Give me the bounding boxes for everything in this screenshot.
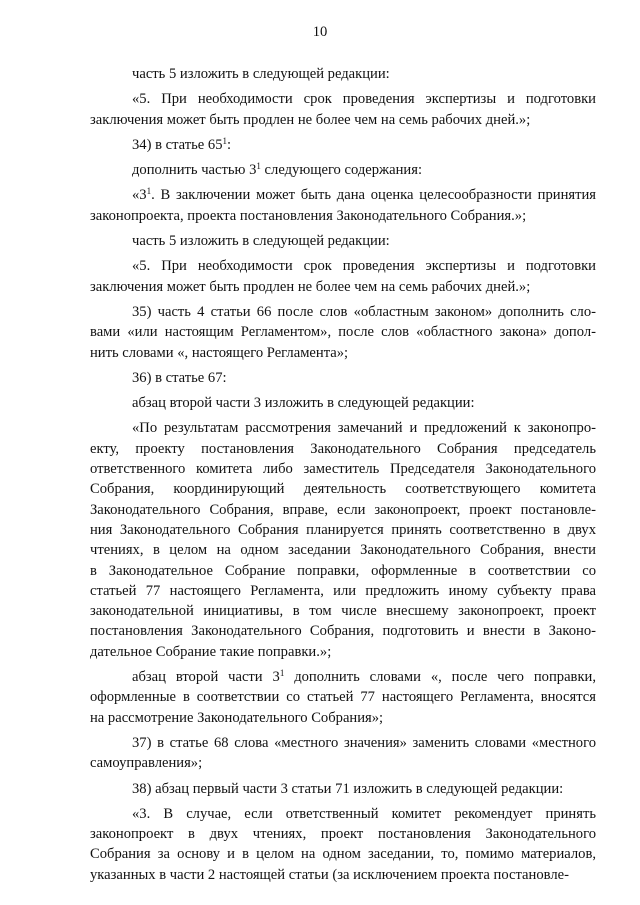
paragraph bbox=[90, 418, 596, 662]
line-text: «3. В случае, если ответственный комитет рекомендует принять bbox=[132, 805, 596, 822]
line-text: абзац второй части 3 bbox=[132, 669, 280, 686]
superscript: 1 bbox=[146, 186, 152, 197]
text-line bbox=[90, 206, 596, 226]
line-text: : bbox=[227, 136, 232, 153]
text-line bbox=[90, 804, 596, 824]
line-text: оформленные в соответствии со статьей 77 настоящего Регламента, вносятся bbox=[90, 689, 596, 706]
line-text: постановления Законодательного Собрания, подготовить и внести в Законо- bbox=[90, 623, 596, 640]
text-line bbox=[90, 601, 596, 621]
document-body bbox=[90, 64, 596, 890]
line-text: абзац второй части 3 изложить в следующей редакции: bbox=[132, 395, 475, 412]
line-text: Собрания за основу и в целом на одном заседании, то, помимо материалов, bbox=[90, 846, 596, 863]
line-text: в Законодательное Собрание поправки, оформленные в соответствии со bbox=[90, 562, 596, 579]
text-line bbox=[90, 540, 596, 560]
paragraph bbox=[90, 779, 596, 799]
text-line bbox=[90, 779, 596, 799]
text-line bbox=[90, 500, 596, 520]
line-text: . В заключении может быть дана оценка целесообразности принятия bbox=[151, 187, 596, 204]
paragraph bbox=[90, 302, 596, 363]
line-text: законопроекта, проекта постановления Законодательного Собрания.»; bbox=[90, 207, 527, 224]
line-text: дополнить частью 3 bbox=[132, 162, 257, 179]
paragraph bbox=[90, 89, 596, 130]
paragraph bbox=[90, 185, 596, 226]
line-text: часть 5 изложить в следующей редакции: bbox=[132, 66, 390, 82]
text-line bbox=[90, 561, 596, 581]
line-text: «3 bbox=[132, 187, 147, 204]
text-line bbox=[90, 368, 596, 388]
line-text: 34) в статье 65 bbox=[132, 136, 223, 153]
text-line bbox=[90, 256, 596, 276]
text-line bbox=[90, 753, 596, 773]
paragraph bbox=[90, 667, 596, 728]
line-text: 37) в статье 68 слова «местного значения» заменить словами «местного bbox=[132, 734, 596, 751]
paragraph bbox=[90, 804, 596, 885]
text-line bbox=[90, 110, 596, 130]
line-text: екту, проекту постановления Законодательного Собрания председатель bbox=[90, 440, 596, 457]
text-line bbox=[90, 581, 596, 601]
text-line bbox=[90, 160, 596, 180]
text-line bbox=[90, 459, 596, 479]
paragraph bbox=[90, 64, 596, 84]
text-line bbox=[90, 865, 596, 885]
paragraph bbox=[90, 256, 596, 297]
line-text: «По результатам рассмотрения замечаний и предложений к законопро- bbox=[132, 420, 596, 437]
line-text: на рассмотрение Законодательного Собрания»; bbox=[90, 709, 384, 726]
text-line bbox=[90, 135, 596, 155]
line-text: ответственного комитета либо заместитель Председателя Законодательного bbox=[90, 461, 596, 478]
line-text: указанных в части 2 настоящей статьи (за исключением проекта постановле- bbox=[90, 866, 569, 883]
line-text: «5. При необходимости срок проведения экспертизы и подготовки bbox=[132, 258, 596, 275]
text-line bbox=[90, 733, 596, 753]
superscript: 1 bbox=[222, 135, 228, 146]
paragraph bbox=[90, 368, 596, 388]
line-text: 38) абзац первый части 3 статьи 71 изложить в следующей редакции: bbox=[132, 780, 564, 797]
text-line bbox=[90, 667, 596, 687]
paragraph bbox=[90, 160, 596, 180]
line-text: статьей 77 настоящего Регламента, или предложить иному субъекту права bbox=[90, 582, 596, 599]
paragraph bbox=[90, 733, 596, 774]
text-line bbox=[90, 418, 596, 438]
text-line bbox=[90, 479, 596, 499]
text-line bbox=[90, 277, 596, 297]
line-text: Собрания, координирующий деятельность соответствующего комитета bbox=[90, 481, 596, 498]
text-line bbox=[90, 64, 596, 84]
line-text: чтениях, в целом на одном заседании Законодательного Собрания, внести bbox=[90, 542, 596, 559]
text-line bbox=[90, 185, 596, 205]
text-line bbox=[90, 824, 596, 844]
line-text: Законодательного Собрания, вправе, если законопроект, проект постановле- bbox=[90, 501, 596, 518]
paragraph bbox=[90, 135, 596, 155]
superscript: 1 bbox=[279, 668, 285, 679]
text-line bbox=[90, 439, 596, 459]
text-line bbox=[90, 302, 596, 322]
text-line bbox=[90, 687, 596, 707]
line-text: 35) часть 4 статьи 66 после слов «областным законом» дополнить сло- bbox=[132, 303, 596, 320]
line-text: дательное Собрание такие поправки.»; bbox=[90, 643, 332, 660]
line-text: вами «или настоящим Регламентом», после слов «областного закона» допол- bbox=[90, 324, 596, 341]
line-text: следующего содержания: bbox=[260, 162, 423, 179]
line-text: часть 5 изложить в следующей редакции: bbox=[132, 233, 390, 250]
line-text: законодательной инициативы, в том числе внесшему законопроект, проект bbox=[90, 603, 596, 620]
text-line bbox=[90, 621, 596, 641]
line-text: нить словами «, настоящего Регламента»; bbox=[90, 344, 349, 361]
line-text: 36) в статье 67: bbox=[132, 369, 227, 386]
paragraph bbox=[90, 231, 596, 251]
page-number: 10 bbox=[312, 24, 328, 40]
text-line bbox=[90, 343, 596, 363]
line-text: «5. При необходимости срок проведения экспертизы и подготовки bbox=[132, 91, 596, 108]
text-line bbox=[90, 708, 596, 728]
text-line bbox=[90, 642, 596, 662]
text-line bbox=[90, 520, 596, 540]
line-text: самоуправления»; bbox=[90, 755, 203, 772]
line-text: дополнить словами «, после чего поправки, bbox=[284, 669, 596, 686]
line-text: законопроект в двух чтениях, проект постановления Законодательного bbox=[90, 826, 596, 843]
line-text: заключения может быть продлен не более чем на семь рабочих дней.»; bbox=[90, 111, 531, 128]
text-line bbox=[90, 393, 596, 413]
line-text: ния Законодательного Собрания планируется принять соответственно в двух bbox=[90, 521, 596, 538]
paragraph bbox=[90, 393, 596, 413]
text-line bbox=[90, 322, 596, 342]
line-text: заключения может быть продлен не более чем на семь рабочих дней.»; bbox=[90, 278, 531, 295]
text-line bbox=[90, 231, 596, 251]
text-line bbox=[90, 844, 596, 864]
text-line bbox=[90, 89, 596, 109]
superscript: 1 bbox=[256, 161, 261, 172]
